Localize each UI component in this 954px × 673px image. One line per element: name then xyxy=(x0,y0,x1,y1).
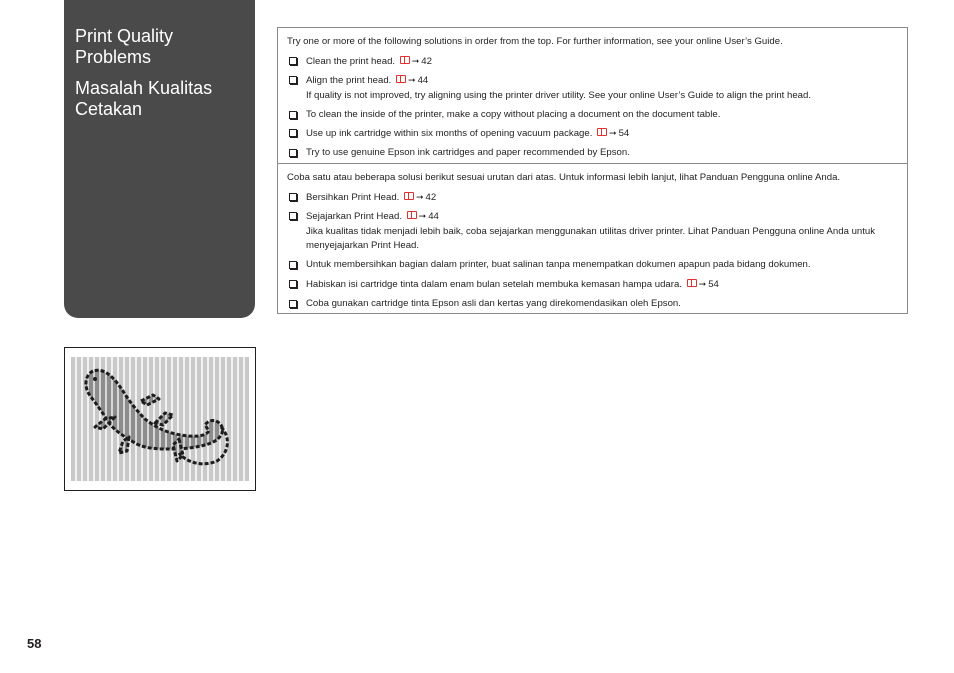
sample-print-figure xyxy=(64,347,256,491)
solution-text: Habiskan isi cartridge tinta dalam enam bulan setelah membuka kemasan hampa udara. xyxy=(306,278,682,290)
indonesian-solution-list xyxy=(287,190,898,312)
solution-text: To clean the inside of the printer, make a copy without placing a document on the document table. xyxy=(306,108,721,120)
page-reference-number: 44 xyxy=(417,75,429,87)
solution-item xyxy=(287,108,898,123)
solution-item xyxy=(287,126,898,142)
arrow-right-icon: ➞ xyxy=(698,278,707,289)
checkbox-icon xyxy=(289,149,297,157)
solution-item-body xyxy=(306,126,898,142)
title-indonesian: Masalah Kualitas Cetakan xyxy=(75,78,213,119)
page-reference[interactable] xyxy=(682,279,719,290)
solution-item-body xyxy=(306,73,898,103)
book-icon xyxy=(597,128,607,136)
title-english: Print Quality Problems xyxy=(75,26,174,67)
page-reference-number: 42 xyxy=(421,55,432,67)
arrow-right-icon: ➞ xyxy=(609,128,617,139)
solution-item-body xyxy=(306,209,898,254)
indonesian-intro: Coba satu atau beberapa solusi berikut sesuai urutan dari atas. Untuk informasi lebih lanjut, lihat Panduan Pengguna online Anda. xyxy=(287,172,841,183)
arrow-right-icon: ➞ xyxy=(418,211,427,222)
page-reference-number: 54 xyxy=(708,278,719,290)
checkbox-icon xyxy=(289,261,297,269)
solution-item-body xyxy=(306,297,898,312)
book-icon xyxy=(396,75,406,83)
solution-item xyxy=(287,277,898,293)
arrow-right-icon: ➞ xyxy=(408,75,416,86)
checkbox-icon xyxy=(289,300,297,308)
page-reference[interactable] xyxy=(592,128,629,139)
solution-item xyxy=(287,297,898,312)
solution-item xyxy=(287,54,898,70)
solution-text: Align the print head. xyxy=(306,75,392,87)
banded-lizard-print-illustration xyxy=(71,357,249,481)
page-reference-number: 54 xyxy=(618,128,630,140)
english-intro: Try one or more of the following solutions in order from the top. For further information, see your online User’s Guide. xyxy=(287,36,783,47)
checkbox-icon xyxy=(289,76,297,84)
page-reference-number: 44 xyxy=(428,211,439,223)
solution-item xyxy=(287,146,898,161)
checkbox-icon xyxy=(289,280,297,288)
checkbox-icon xyxy=(289,111,297,119)
page-reference[interactable] xyxy=(402,211,439,222)
solution-text: Use up ink cartridge within six months of opening vacuum package. xyxy=(306,128,593,140)
solution-text: Sejajarkan Print Head. xyxy=(306,211,402,223)
solution-item xyxy=(287,258,898,273)
solution-item xyxy=(287,209,898,254)
checkbox-icon xyxy=(289,212,297,220)
solution-text: Coba gunakan cartridge tinta Epson asli dan kertas yang direkomendasikan oleh Epson. xyxy=(306,297,681,309)
solution-text: Bersihkan Print Head. xyxy=(306,191,400,203)
solution-item-body xyxy=(306,146,898,161)
section-title-panel xyxy=(64,0,255,318)
page-reference[interactable] xyxy=(399,192,436,203)
checkbox-icon xyxy=(289,57,297,65)
book-icon xyxy=(687,279,697,287)
solution-item-body xyxy=(306,108,898,123)
solution-note: If quality is not improved, try aligning using the printer driver utility. See your online User’s Guide to align the print head. xyxy=(306,89,812,101)
page-reference[interactable] xyxy=(391,75,428,86)
book-icon xyxy=(407,211,417,219)
solutions-box xyxy=(277,27,908,314)
arrow-right-icon: ➞ xyxy=(416,191,424,202)
english-solution-list xyxy=(287,54,898,161)
page-number: 58 xyxy=(27,636,42,651)
arrow-right-icon: ➞ xyxy=(411,55,420,66)
solution-note: Jika kualitas tidak menjadi lebih baik, coba sejajarkan menggunakan utilitas driver printer. Lihat Panduan Pengguna online Anda untuk menyejajarkan Print Head. xyxy=(306,225,876,252)
solution-item-body xyxy=(306,54,898,70)
page-reference[interactable] xyxy=(395,56,432,67)
book-icon xyxy=(400,56,410,64)
english-section xyxy=(278,28,907,164)
checkbox-icon xyxy=(289,129,297,137)
solution-item xyxy=(287,73,898,103)
solution-text: Try to use genuine Epson ink cartridges and paper recommended by Epson. xyxy=(306,147,630,159)
book-icon xyxy=(404,192,414,200)
checkbox-icon xyxy=(289,193,297,201)
solution-item-body xyxy=(306,258,898,273)
solution-item-body xyxy=(306,190,898,206)
page-reference-number: 42 xyxy=(425,191,437,203)
solution-text: Untuk membersihkan bagian dalam printer, buat salinan tanpa menempatkan dokumen apapun pada bidang dokumen. xyxy=(306,259,811,271)
solution-text: Clean the print head. xyxy=(306,55,396,67)
solution-item-body xyxy=(306,277,898,293)
indonesian-section xyxy=(278,164,907,321)
solution-item xyxy=(287,190,898,206)
